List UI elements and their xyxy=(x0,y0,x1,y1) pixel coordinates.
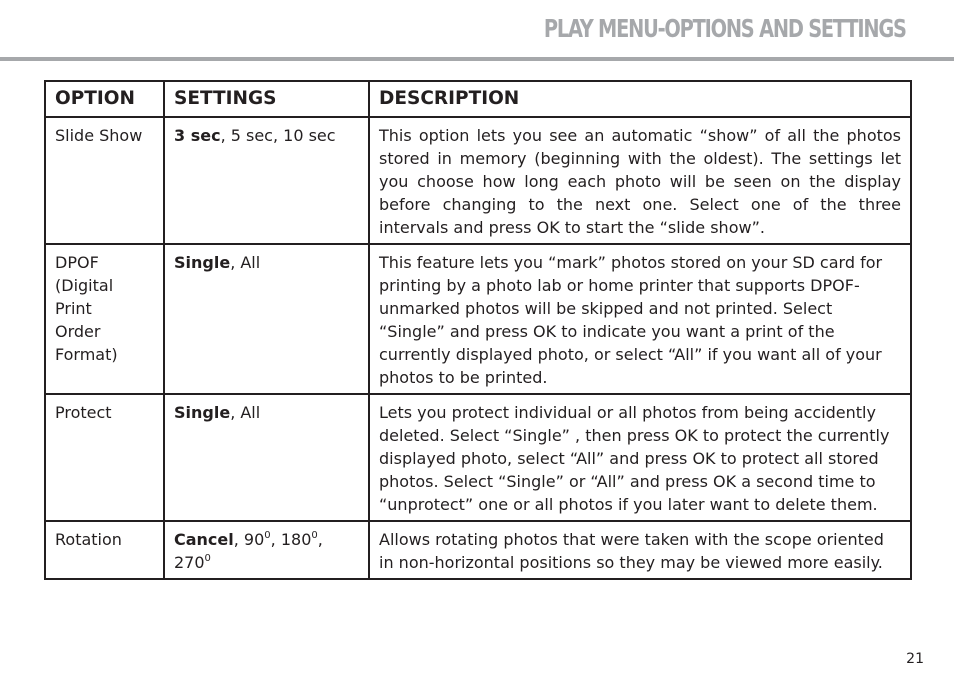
table-row-dpof xyxy=(45,244,911,394)
settings-cell xyxy=(164,521,369,579)
option-cell: Rotation xyxy=(45,521,164,579)
option-cell: Protect xyxy=(45,394,164,521)
setting-value-90: 90 xyxy=(243,530,265,549)
description-cell: This option lets you see an automatic “show” of all the photos stored in memory (beginning with the oldest). The settings let you choose how long each photo will be seen on the display before changing to the next one. Select one of the three intervals and press OK to start the “slide show”. xyxy=(369,117,911,244)
setting-values: , All xyxy=(230,403,261,422)
page-number: 21 xyxy=(906,651,924,667)
page-title: PLAY MENU-OPTIONS AND SETTINGS xyxy=(544,14,906,43)
setting-value-270: 270 xyxy=(174,553,205,572)
column-header-settings: SETTINGS xyxy=(164,81,369,117)
degree-mark: 0 xyxy=(264,530,271,541)
table-row-slide-show xyxy=(45,117,911,244)
setting-default: Single xyxy=(174,253,231,272)
table-row-rotation xyxy=(45,521,911,579)
table-row-protect xyxy=(45,394,911,521)
setting-default: Single xyxy=(174,403,231,422)
description-cell: Lets you protect individual or all photos from being accidently deleted. Select “Single” , then press OK to protect the currently displayed photo, select “All” and press OK to protect all stored photos. Select “Single” or “All” and press OK a second time to “unprotect” one or all photos if you later want to delete them. xyxy=(369,394,911,521)
description-cell: Allows rotating photos that were taken with the scope oriented in non-horizontal positions so they may be viewed more easily. xyxy=(369,521,911,579)
header-divider xyxy=(0,57,954,61)
setting-separator: , xyxy=(233,530,244,549)
option-cell xyxy=(45,244,164,394)
table-header-row xyxy=(45,81,911,117)
setting-default: Cancel xyxy=(174,530,234,549)
settings-cell xyxy=(164,117,369,244)
description-cell: This feature lets you “mark” photos stored on your SD card for printing by a photo lab or home printer that supports DPOF- unmarked photos will be skipped and not printed. Select “Single” and press OK to indicate you want a print of the currently displayed photo, or select “All” if you want all of your photos to be printed. xyxy=(369,244,911,394)
setting-default: 3 sec xyxy=(174,126,221,145)
setting-value-180: 180 xyxy=(280,530,312,549)
column-header-option: OPTION xyxy=(45,81,164,117)
option-label: DPOF (Digital Print Order Format) xyxy=(55,253,118,364)
settings-cell xyxy=(164,394,369,521)
setting-separator: , xyxy=(270,530,281,549)
degree-mark: 0 xyxy=(204,553,211,564)
setting-values: , All xyxy=(230,253,261,272)
degree-mark: 0 xyxy=(311,530,318,541)
setting-separator: , xyxy=(317,530,323,549)
option-cell: Slide Show xyxy=(45,117,164,244)
column-header-description: DESCRIPTION xyxy=(369,81,911,117)
settings-cell xyxy=(164,244,369,394)
setting-values: , 5 sec, 10 sec xyxy=(220,126,336,145)
options-table xyxy=(44,80,912,580)
